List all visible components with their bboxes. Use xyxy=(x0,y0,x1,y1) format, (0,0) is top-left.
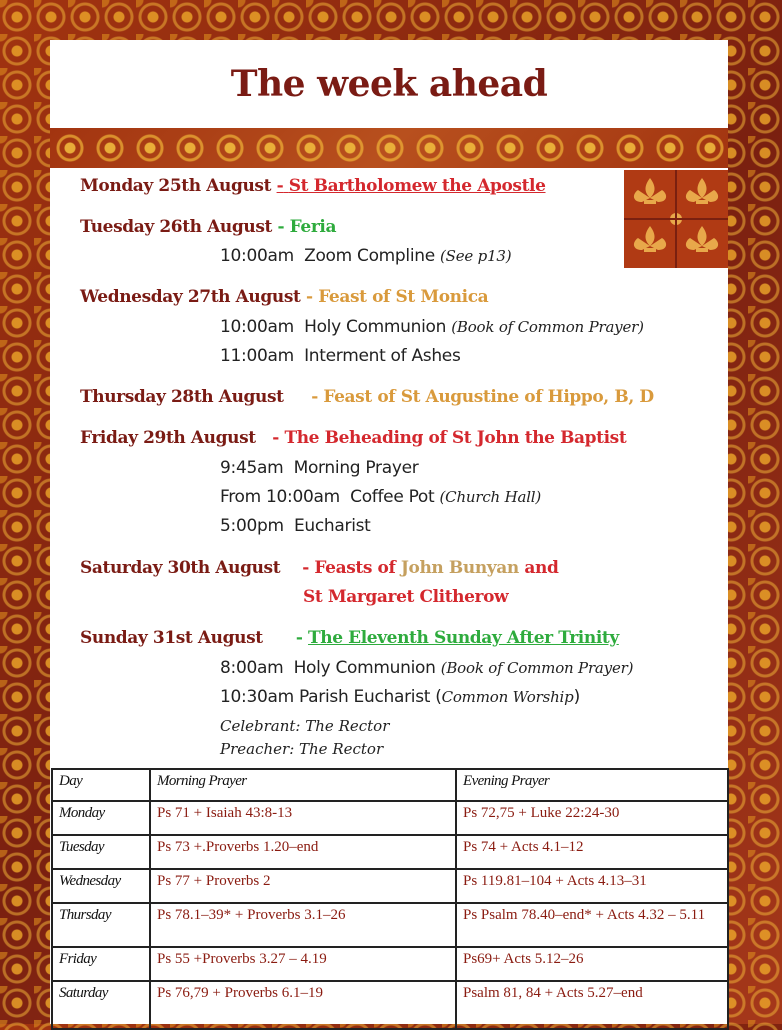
feast-link-eleventh-sunday[interactable]: The Eleventh Sunday After Trinity xyxy=(308,628,619,648)
evening-cell: Ps Psalm 78.40–end* + Acts 4.32 – 5.11 xyxy=(456,903,728,947)
feast-label: - The Beheading of St John the Baptist xyxy=(266,428,627,448)
newsletter-page xyxy=(50,40,728,1024)
service-item: 8:00am Holy Communion (Book of Common Prayer) xyxy=(220,658,634,678)
feast-line-2: St Margaret Clitherow xyxy=(303,587,509,607)
service-item: 10:00am Holy Communion (Book of Common Prayer) xyxy=(220,317,644,337)
morning-cell: Ps 71 + Isaiah 43:8-13 xyxy=(150,801,456,835)
table-row xyxy=(52,981,728,1029)
service-item: 10:00am Zoom Compline (See p13) xyxy=(220,246,512,266)
table-row xyxy=(52,947,728,981)
decorative-tile-strip xyxy=(50,128,728,168)
day-cell: Thursday xyxy=(52,903,150,947)
day-cell: Saturday xyxy=(52,981,150,1029)
column-header: Day xyxy=(52,769,150,801)
table-row xyxy=(52,903,728,947)
table-header-row xyxy=(52,769,728,801)
column-header: Morning Prayer xyxy=(150,769,456,801)
feast-label: - Feria xyxy=(277,217,337,237)
day-name: Wednesday 27th August xyxy=(80,287,301,307)
morning-cell: Ps 73 +.Proverbs 1.20–end xyxy=(150,835,456,869)
day-name: Tuesday 26th August xyxy=(80,217,272,237)
service-item: 10:30am Parish Eucharist (Common Worship) xyxy=(220,687,580,707)
evening-cell: Ps69+ Acts 5.12–26 xyxy=(456,947,728,981)
morning-cell: Ps 78.1–39* + Proverbs 3.1–26 xyxy=(150,903,456,947)
celebrant-line: Celebrant: The Rector xyxy=(220,717,390,735)
day-cell: Monday xyxy=(52,801,150,835)
lectionary-table xyxy=(51,768,729,1030)
service-item: 5:00pm Eucharist xyxy=(220,516,371,536)
morning-cell: Ps 76,79 + Proverbs 6.1–19 xyxy=(150,981,456,1029)
day-monday xyxy=(80,175,546,197)
morning-cell: Ps 55 +Proverbs 3.27 – 4.19 xyxy=(150,947,456,981)
day-sunday: Sunday 31st August - The Eleventh Sunday After Trinity xyxy=(80,628,619,648)
title-bar xyxy=(50,40,728,128)
table-row xyxy=(52,869,728,903)
service-item: From 10:00am Coffee Pot (Church Hall) xyxy=(220,487,542,507)
evening-cell: Ps 119.81–104 + Acts 4.13–31 xyxy=(456,869,728,903)
service-item: 9:45am Morning Prayer xyxy=(220,458,419,478)
preacher-line: Preacher: The Rector xyxy=(220,740,384,758)
fleur-de-lis-icon xyxy=(624,170,728,268)
day-name: Saturday 30th August xyxy=(80,558,281,578)
day-thursday xyxy=(80,386,654,408)
table-row xyxy=(52,835,728,869)
day-name: Friday 29th August xyxy=(80,428,256,448)
feast-label: - Feast of St Monica xyxy=(306,287,489,307)
day-saturday: Saturday 30th August - Feasts of John Bunyan and xyxy=(80,558,559,578)
day-friday xyxy=(80,427,626,449)
day-cell: Friday xyxy=(52,947,150,981)
day-name: Thursday 28th August xyxy=(80,387,284,407)
service-item: 11:00am Interment of Ashes xyxy=(220,346,461,366)
page-title: The week ahead xyxy=(230,63,548,105)
feast-person: John Bunyan xyxy=(400,558,519,578)
day-wednesday xyxy=(80,286,488,308)
evening-cell: Psalm 81, 84 + Acts 5.27–end xyxy=(456,981,728,1029)
morning-cell: Ps 77 + Proverbs 2 xyxy=(150,869,456,903)
day-tuesday xyxy=(80,216,336,238)
evening-cell: Ps 74 + Acts 4.1–12 xyxy=(456,835,728,869)
day-name: Sunday 31st August xyxy=(80,628,263,648)
day-name: Monday 25th August xyxy=(80,176,272,196)
table-row xyxy=(52,801,728,835)
feast-label: - Feast of St Augustine of Hippo, B, D xyxy=(305,387,654,407)
column-header: Evening Prayer xyxy=(456,769,728,801)
fleur-de-lis-tile-image xyxy=(624,170,728,268)
evening-cell: Ps 72,75 + Luke 22:24-30 xyxy=(456,801,728,835)
feast-link-st-bartholomew[interactable]: - St Bartholomew the Apostle xyxy=(276,176,546,196)
day-cell: Tuesday xyxy=(52,835,150,869)
day-cell: Wednesday xyxy=(52,869,150,903)
